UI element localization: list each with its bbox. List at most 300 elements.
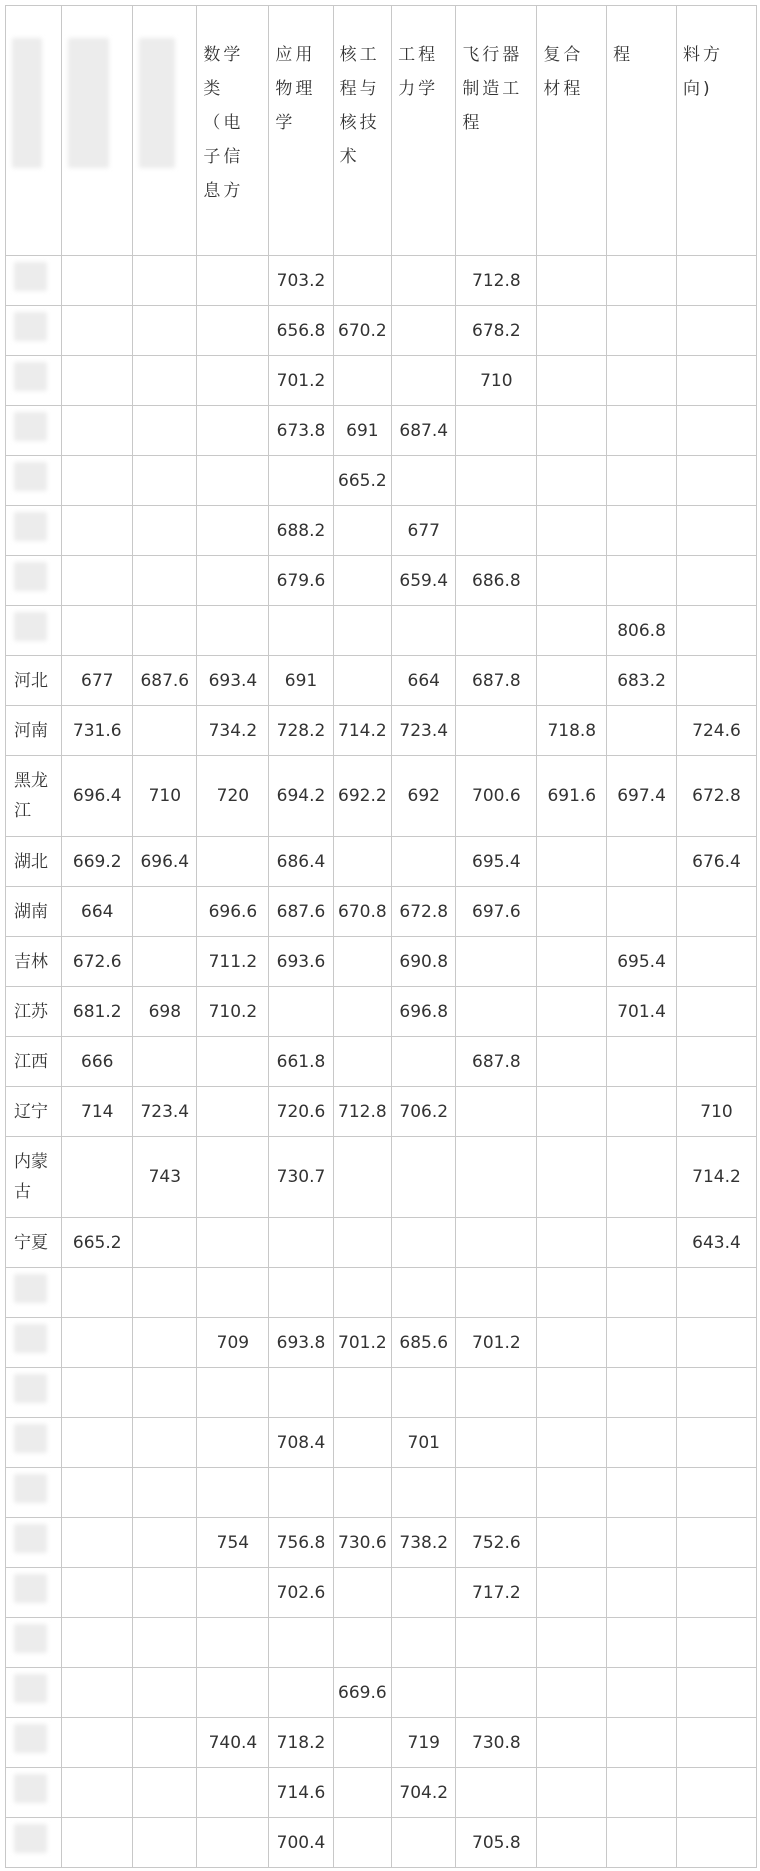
score-cell xyxy=(537,987,607,1037)
redacted-block xyxy=(14,1824,47,1853)
table-row xyxy=(6,1318,757,1368)
score-cell xyxy=(537,1418,607,1468)
score-cell: 691.6 xyxy=(537,756,607,837)
score-cell: 677 xyxy=(392,506,456,556)
score-cell xyxy=(537,1818,607,1868)
score-cell xyxy=(333,1818,392,1868)
score-cell: 685.6 xyxy=(392,1318,456,1368)
score-cell xyxy=(269,1268,333,1318)
province-cell xyxy=(6,1468,62,1518)
table-body xyxy=(6,6,757,1868)
score-cell xyxy=(456,1418,537,1468)
score-cell xyxy=(537,606,607,656)
province-cell: 吉林 xyxy=(6,937,62,987)
score-cell: 687.4 xyxy=(392,406,456,456)
score-cell: 740.4 xyxy=(197,1718,269,1768)
score-cell: 694.2 xyxy=(269,756,333,837)
score-cell xyxy=(607,1568,677,1618)
score-cell xyxy=(333,987,392,1037)
table-row xyxy=(6,1418,757,1468)
table-row xyxy=(6,406,757,456)
score-cell: 706.2 xyxy=(392,1087,456,1137)
score-cell xyxy=(456,406,537,456)
column-header: 数学类（电子信息方 xyxy=(197,6,269,256)
score-cell xyxy=(456,706,537,756)
score-cell xyxy=(676,1368,756,1418)
score-cell xyxy=(392,1268,456,1318)
score-cell: 677 xyxy=(62,656,133,706)
score-cell xyxy=(62,456,133,506)
score-cell xyxy=(607,1668,677,1718)
score-cell xyxy=(537,1618,607,1668)
score-cell: 672.8 xyxy=(676,756,756,837)
score-cell xyxy=(607,456,677,506)
table-row xyxy=(6,706,757,756)
score-cell xyxy=(133,1818,197,1868)
score-cell xyxy=(333,1268,392,1318)
score-cell: 718.2 xyxy=(269,1718,333,1768)
score-cell xyxy=(456,1268,537,1318)
score-cell: 723.4 xyxy=(133,1087,197,1137)
score-cell xyxy=(333,606,392,656)
score-cell xyxy=(607,1818,677,1868)
score-cell: 743 xyxy=(133,1137,197,1218)
score-cell xyxy=(197,606,269,656)
score-cell xyxy=(197,1768,269,1818)
score-cell: 665.2 xyxy=(62,1218,133,1268)
province-cell xyxy=(6,1368,62,1418)
province-cell xyxy=(6,306,62,356)
score-cell xyxy=(607,406,677,456)
score-cell xyxy=(62,306,133,356)
score-cell: 708.4 xyxy=(269,1418,333,1468)
table-row xyxy=(6,456,757,506)
table-row xyxy=(6,756,757,837)
score-cell xyxy=(133,1318,197,1368)
score-cell xyxy=(197,506,269,556)
score-cell: 705.8 xyxy=(456,1818,537,1868)
score-cell: 676.4 xyxy=(676,837,756,887)
redacted-block xyxy=(14,1724,47,1753)
score-cell xyxy=(333,1768,392,1818)
score-cell: 683.2 xyxy=(607,656,677,706)
score-cell xyxy=(537,556,607,606)
score-cell xyxy=(456,1468,537,1518)
score-cell: 696.6 xyxy=(197,887,269,937)
score-cell xyxy=(133,506,197,556)
score-cell: 669.2 xyxy=(62,837,133,887)
score-cell xyxy=(537,1718,607,1768)
score-cell: 672.6 xyxy=(62,937,133,987)
redacted-block xyxy=(14,362,47,391)
score-cell: 710 xyxy=(676,1087,756,1137)
score-cell xyxy=(456,606,537,656)
province-cell xyxy=(6,1818,62,1868)
province-cell xyxy=(6,506,62,556)
score-cell: 701 xyxy=(392,1418,456,1468)
table-row xyxy=(6,1818,757,1868)
score-cell: 714.2 xyxy=(676,1137,756,1218)
score-cell xyxy=(676,937,756,987)
score-cell xyxy=(62,406,133,456)
score-cell: 693.4 xyxy=(197,656,269,706)
score-cell xyxy=(133,306,197,356)
score-cell xyxy=(456,1668,537,1718)
score-cell xyxy=(62,1468,133,1518)
score-cell xyxy=(392,837,456,887)
score-cell xyxy=(456,1768,537,1818)
score-cell xyxy=(537,656,607,706)
score-cell: 693.6 xyxy=(269,937,333,987)
score-cell: 701.2 xyxy=(269,356,333,406)
score-cell: 687.8 xyxy=(456,1037,537,1087)
score-cell xyxy=(456,1368,537,1418)
score-cell xyxy=(537,1268,607,1318)
score-cell xyxy=(392,1568,456,1618)
score-cell xyxy=(197,1618,269,1668)
column-header: 飞行器制造工程 xyxy=(456,6,537,256)
score-cell xyxy=(133,456,197,506)
score-cell xyxy=(62,1568,133,1618)
score-cell xyxy=(269,1218,333,1268)
score-cell xyxy=(133,1218,197,1268)
score-cell xyxy=(676,1768,756,1818)
score-cell: 711.2 xyxy=(197,937,269,987)
score-cell: 692.2 xyxy=(333,756,392,837)
score-cell xyxy=(607,1318,677,1368)
score-cell xyxy=(62,606,133,656)
table-row xyxy=(6,1137,757,1218)
score-cell xyxy=(607,306,677,356)
province-cell xyxy=(6,1618,62,1668)
score-cell: 697.4 xyxy=(607,756,677,837)
score-cell xyxy=(537,1668,607,1718)
score-cell xyxy=(456,506,537,556)
score-cell: 712.8 xyxy=(456,256,537,306)
score-cell xyxy=(676,1318,756,1368)
column-header: 复合材程 xyxy=(537,6,607,256)
redacted-block xyxy=(14,562,47,591)
score-cell xyxy=(62,1618,133,1668)
redacted-block xyxy=(14,412,47,441)
redacted-block xyxy=(14,1324,47,1353)
score-cell: 670.8 xyxy=(333,887,392,937)
province-cell xyxy=(6,1668,62,1718)
score-cell xyxy=(392,1468,456,1518)
score-cell xyxy=(456,1218,537,1268)
score-cell xyxy=(269,987,333,1037)
score-cell: 702.6 xyxy=(269,1568,333,1618)
score-cell xyxy=(133,1418,197,1468)
redacted-block xyxy=(14,1624,47,1653)
province-cell xyxy=(6,356,62,406)
score-cell xyxy=(62,1137,133,1218)
score-cell xyxy=(269,1368,333,1418)
province-cell: 江西 xyxy=(6,1037,62,1087)
score-cell xyxy=(456,1087,537,1137)
score-cell xyxy=(133,1668,197,1718)
score-cell xyxy=(607,887,677,937)
score-cell: 730.6 xyxy=(333,1518,392,1568)
score-cell xyxy=(133,1618,197,1668)
score-cell xyxy=(62,1368,133,1418)
score-cell: 697.6 xyxy=(456,887,537,937)
score-cell xyxy=(133,887,197,937)
score-cell xyxy=(537,1087,607,1137)
table-row xyxy=(6,1468,757,1518)
score-cell xyxy=(676,556,756,606)
score-cell xyxy=(607,1518,677,1568)
score-cell xyxy=(197,556,269,606)
table-row xyxy=(6,506,757,556)
score-cell xyxy=(607,1137,677,1218)
score-cell: 709 xyxy=(197,1318,269,1368)
score-cell: 700.6 xyxy=(456,756,537,837)
redacted-block xyxy=(14,512,47,541)
score-cell xyxy=(62,1418,133,1468)
score-cell: 687.8 xyxy=(456,656,537,706)
score-cell xyxy=(676,256,756,306)
score-cell xyxy=(333,1418,392,1468)
score-cell xyxy=(62,1768,133,1818)
score-cell xyxy=(537,306,607,356)
province-cell: 湖北 xyxy=(6,837,62,887)
score-cell: 714.2 xyxy=(333,706,392,756)
score-cell: 664 xyxy=(392,656,456,706)
score-cell xyxy=(62,1668,133,1718)
score-cell: 701.2 xyxy=(333,1318,392,1368)
score-cell xyxy=(676,306,756,356)
score-cell xyxy=(197,406,269,456)
score-cell xyxy=(537,1318,607,1368)
table-row xyxy=(6,1087,757,1137)
score-cell: 696.8 xyxy=(392,987,456,1037)
score-cell xyxy=(197,1087,269,1137)
redacted-block xyxy=(14,1274,47,1303)
table-row xyxy=(6,1618,757,1668)
score-cell: 718.8 xyxy=(537,706,607,756)
redacted-block xyxy=(68,38,109,168)
score-cell: 714.6 xyxy=(269,1768,333,1818)
score-cell xyxy=(676,356,756,406)
score-cell xyxy=(62,1318,133,1368)
score-cell: 681.2 xyxy=(62,987,133,1037)
score-cell: 643.4 xyxy=(676,1218,756,1268)
score-cell xyxy=(133,937,197,987)
score-cell: 693.8 xyxy=(269,1318,333,1368)
score-cell: 717.2 xyxy=(456,1568,537,1618)
score-cell: 696.4 xyxy=(133,837,197,887)
column-header xyxy=(133,6,197,256)
score-cell xyxy=(62,1268,133,1318)
score-cell: 686.8 xyxy=(456,556,537,606)
table-row xyxy=(6,556,757,606)
redacted-block xyxy=(14,612,47,641)
score-cell: 659.4 xyxy=(392,556,456,606)
score-cell xyxy=(269,1668,333,1718)
province-cell xyxy=(6,1718,62,1768)
score-cell xyxy=(676,406,756,456)
province-cell: 黑龙江 xyxy=(6,756,62,837)
score-cell xyxy=(537,1468,607,1518)
score-cell xyxy=(333,256,392,306)
score-cell xyxy=(269,1468,333,1518)
score-cell xyxy=(537,887,607,937)
score-cell: 728.2 xyxy=(269,706,333,756)
score-cell xyxy=(133,1768,197,1818)
score-cell xyxy=(197,456,269,506)
score-cell xyxy=(333,1037,392,1087)
province-cell xyxy=(6,556,62,606)
province-cell xyxy=(6,606,62,656)
score-cell xyxy=(269,456,333,506)
score-cell xyxy=(392,1368,456,1418)
column-header: 应用物理学 xyxy=(269,6,333,256)
score-cell xyxy=(676,987,756,1037)
score-cell xyxy=(392,1218,456,1268)
score-cell xyxy=(456,937,537,987)
score-cell: 665.2 xyxy=(333,456,392,506)
redacted-block xyxy=(12,38,42,168)
score-cell: 710 xyxy=(133,756,197,837)
score-cell xyxy=(197,1218,269,1268)
score-cell xyxy=(607,1768,677,1818)
province-cell: 湖南 xyxy=(6,887,62,937)
score-cell xyxy=(333,1718,392,1768)
score-cell xyxy=(197,306,269,356)
score-cell xyxy=(456,1137,537,1218)
score-cell: 686.4 xyxy=(269,837,333,887)
score-cell: 730.8 xyxy=(456,1718,537,1768)
score-cell xyxy=(133,1518,197,1568)
score-cell xyxy=(197,1568,269,1618)
province-cell: 河南 xyxy=(6,706,62,756)
score-cell xyxy=(392,606,456,656)
table-row xyxy=(6,356,757,406)
score-cell xyxy=(607,1087,677,1137)
province-cell: 辽宁 xyxy=(6,1087,62,1137)
score-cell xyxy=(133,1268,197,1318)
score-cell xyxy=(333,556,392,606)
redacted-block xyxy=(14,1424,47,1453)
score-cell xyxy=(62,556,133,606)
table-row xyxy=(6,1218,757,1268)
score-cell xyxy=(676,1618,756,1668)
score-cell xyxy=(456,1618,537,1668)
score-cell xyxy=(537,256,607,306)
score-cell xyxy=(333,656,392,706)
score-cell xyxy=(537,1768,607,1818)
score-cell xyxy=(333,1137,392,1218)
score-cell xyxy=(133,1718,197,1768)
province-cell xyxy=(6,1768,62,1818)
redacted-block xyxy=(139,38,175,168)
score-cell xyxy=(133,1568,197,1618)
score-cell xyxy=(537,1037,607,1087)
score-cell xyxy=(607,356,677,406)
score-cell xyxy=(197,1418,269,1468)
score-cell: 720.6 xyxy=(269,1087,333,1137)
score-cell xyxy=(197,256,269,306)
province-cell xyxy=(6,406,62,456)
score-cell xyxy=(607,1468,677,1518)
table-row xyxy=(6,1268,757,1318)
score-cell xyxy=(133,356,197,406)
score-cell xyxy=(676,1668,756,1718)
score-cell xyxy=(392,356,456,406)
score-cell xyxy=(537,837,607,887)
table-row xyxy=(6,306,757,356)
score-cell xyxy=(133,406,197,456)
score-cell xyxy=(269,1618,333,1668)
table-row xyxy=(6,1668,757,1718)
score-cell xyxy=(607,1268,677,1318)
score-cell xyxy=(333,1468,392,1518)
score-cell xyxy=(62,1818,133,1868)
score-cell xyxy=(607,1037,677,1087)
score-cell: 669.6 xyxy=(333,1668,392,1718)
redacted-block xyxy=(14,1674,47,1703)
score-cell: 687.6 xyxy=(269,887,333,937)
province-cell xyxy=(6,256,62,306)
score-cell xyxy=(333,837,392,887)
score-cell: 806.8 xyxy=(607,606,677,656)
score-cell: 703.2 xyxy=(269,256,333,306)
score-cell xyxy=(456,987,537,1037)
score-cell xyxy=(537,456,607,506)
score-cell xyxy=(197,1368,269,1418)
score-cell xyxy=(333,1568,392,1618)
score-cell xyxy=(392,1818,456,1868)
redacted-block xyxy=(14,462,47,491)
score-cell xyxy=(607,1368,677,1418)
score-cell: 670.2 xyxy=(333,306,392,356)
score-cell xyxy=(676,606,756,656)
score-cell: 710 xyxy=(456,356,537,406)
province-cell xyxy=(6,1268,62,1318)
redacted-block xyxy=(14,1574,47,1603)
score-cell xyxy=(62,256,133,306)
score-cell xyxy=(133,1037,197,1087)
score-cell: 700.4 xyxy=(269,1818,333,1868)
score-cell xyxy=(607,506,677,556)
score-cell: 720 xyxy=(197,756,269,837)
score-cell xyxy=(676,456,756,506)
score-cell: 661.8 xyxy=(269,1037,333,1087)
score-cell xyxy=(676,1718,756,1768)
score-cell xyxy=(392,1668,456,1718)
table-row xyxy=(6,837,757,887)
redacted-block xyxy=(14,1774,47,1803)
province-cell: 内蒙古 xyxy=(6,1137,62,1218)
score-cell xyxy=(676,1818,756,1868)
score-cell xyxy=(537,406,607,456)
score-cell xyxy=(607,1618,677,1668)
score-cell: 701.4 xyxy=(607,987,677,1037)
score-cell xyxy=(537,1218,607,1268)
score-cell xyxy=(537,937,607,987)
score-cell xyxy=(676,1418,756,1468)
table-row xyxy=(6,606,757,656)
score-cell xyxy=(537,1518,607,1568)
redacted-block xyxy=(14,1374,47,1403)
score-cell xyxy=(269,606,333,656)
score-cell xyxy=(607,556,677,606)
score-cell xyxy=(676,506,756,556)
score-cell xyxy=(392,306,456,356)
score-cell xyxy=(333,1618,392,1668)
table-row xyxy=(6,1768,757,1818)
